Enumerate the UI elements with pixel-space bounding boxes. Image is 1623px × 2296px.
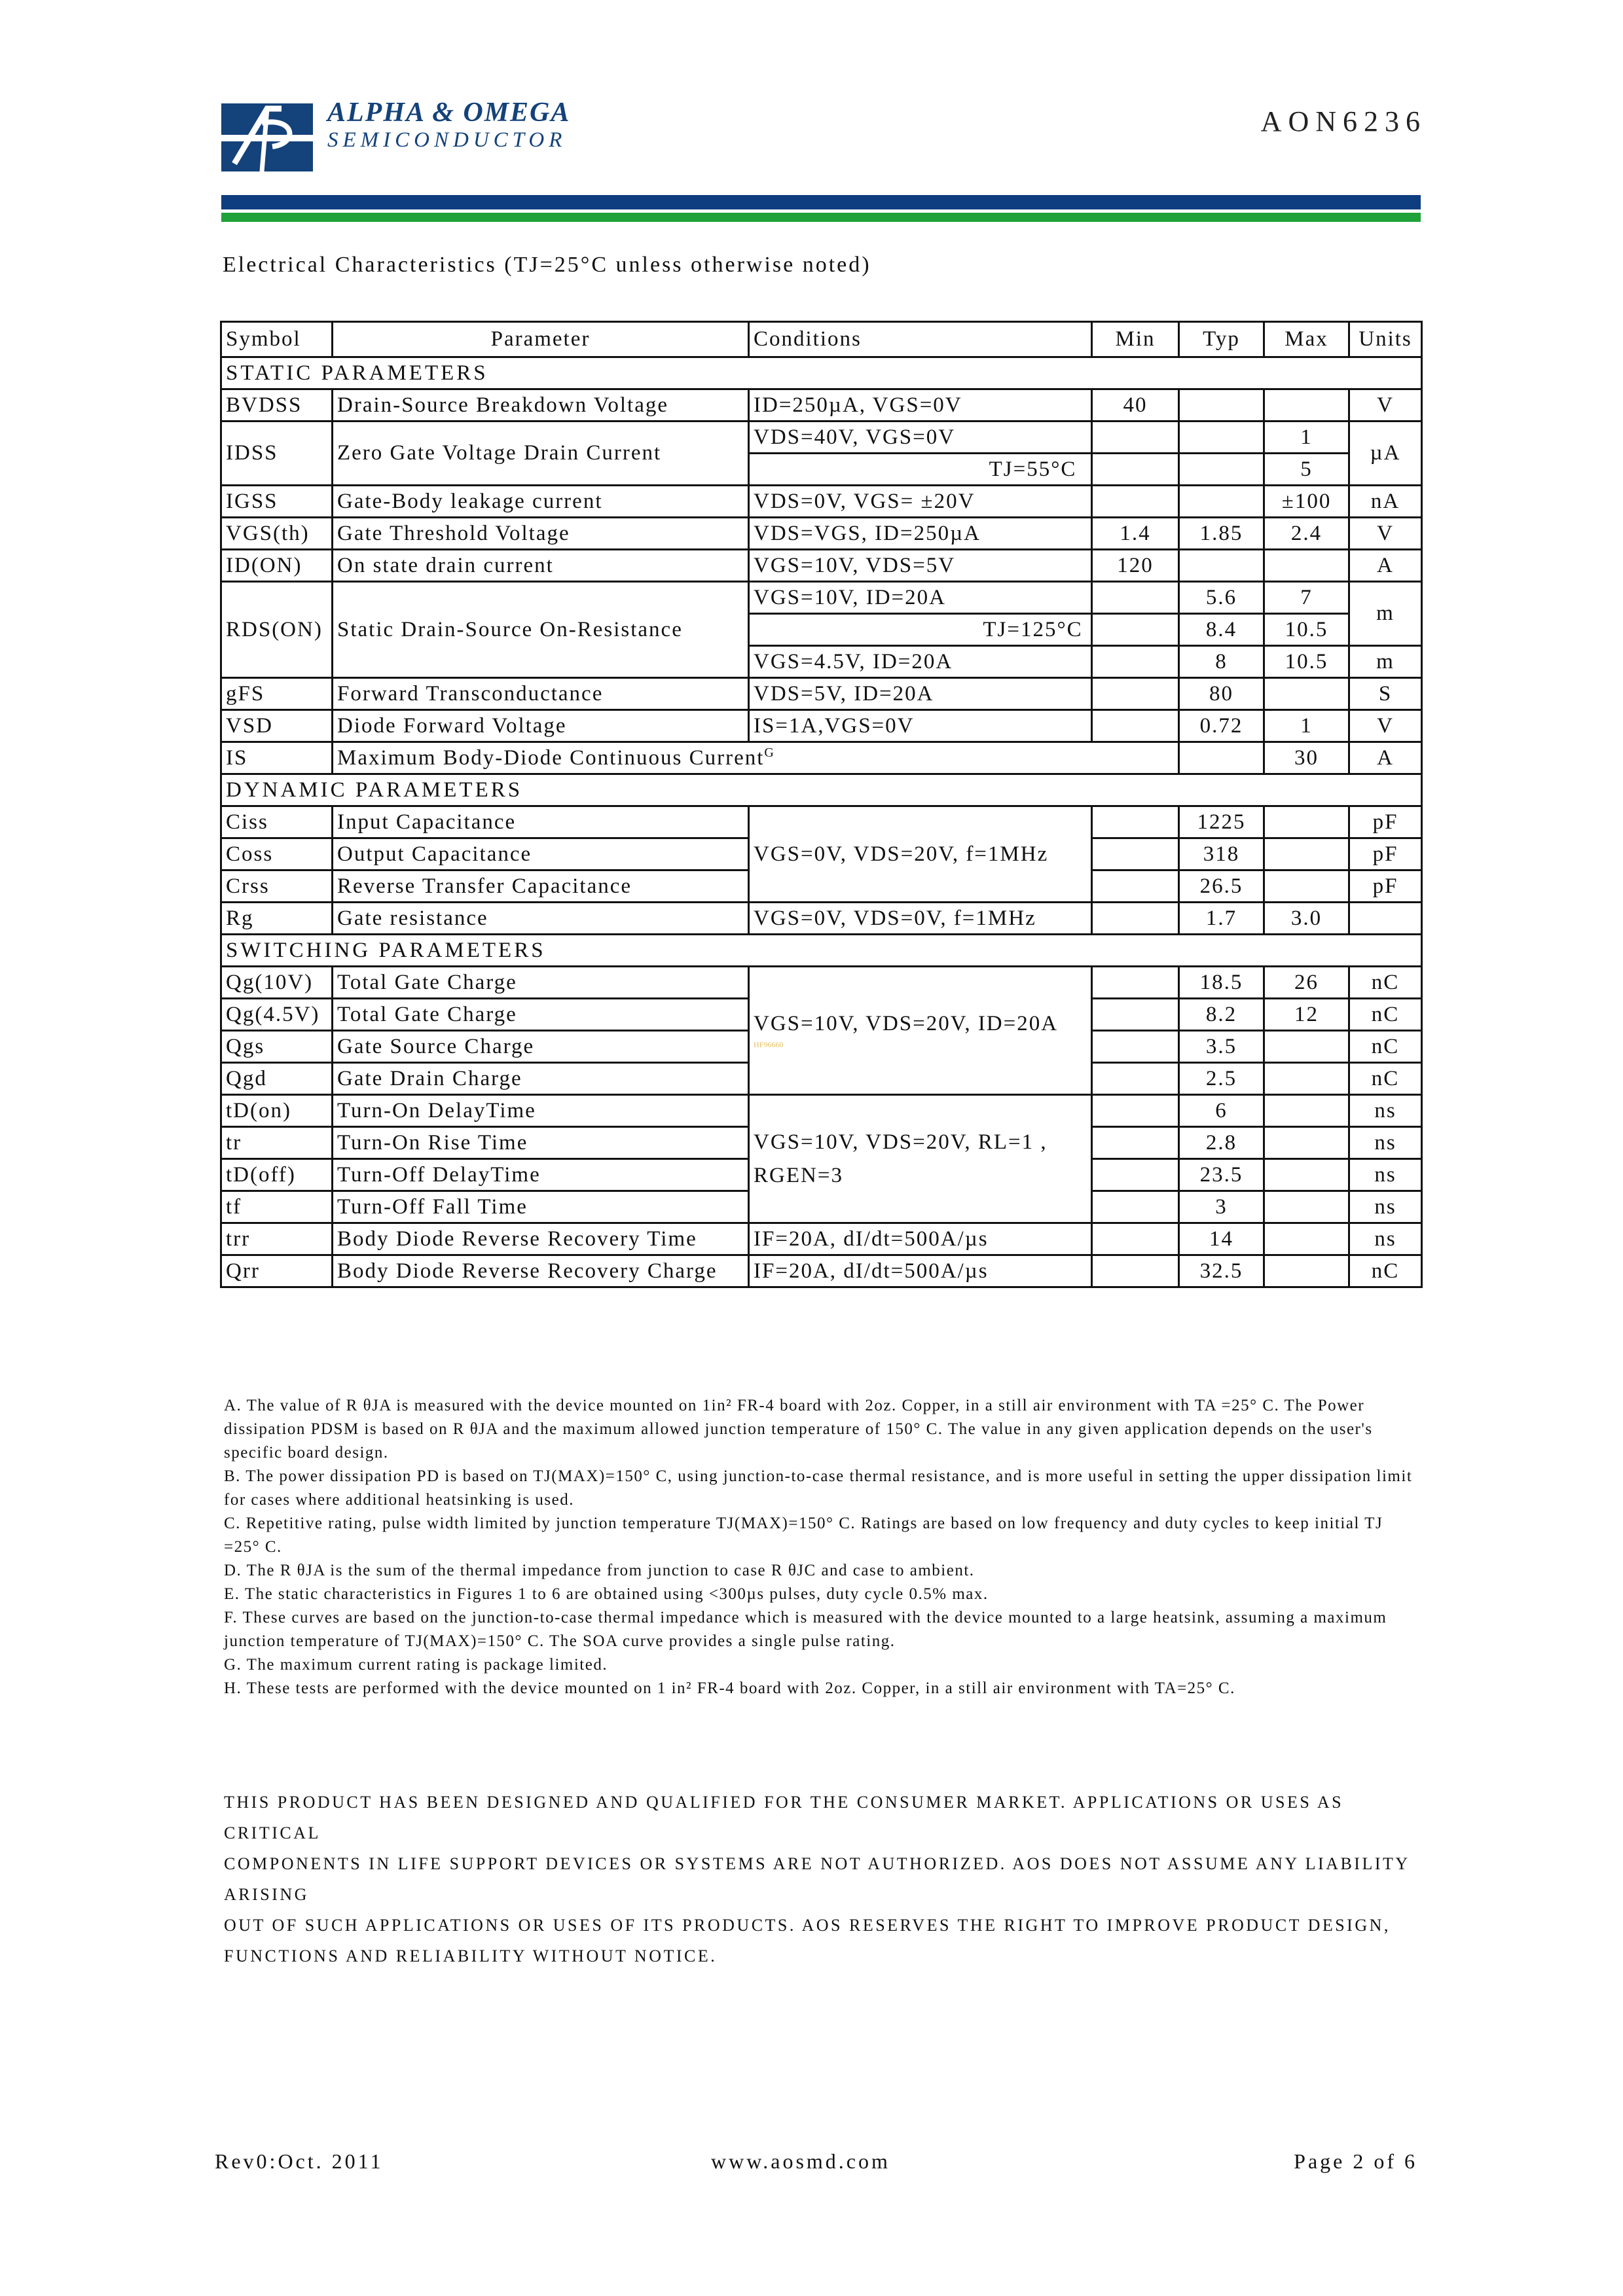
- typ-cell: 32.5: [1179, 1255, 1264, 1287]
- units-cell: m: [1349, 582, 1422, 646]
- header-typ: Typ: [1179, 322, 1264, 357]
- symbol-cell: Rg: [221, 903, 333, 935]
- symbol-cell: Crss: [221, 870, 333, 903]
- typ-cell: 6: [1179, 1095, 1264, 1127]
- min-cell: [1092, 999, 1179, 1031]
- section-title: Electrical Characteristics (TJ=25°C unless otherwise noted): [223, 253, 871, 277]
- symbol-cell: Ciss: [221, 806, 333, 838]
- max-cell: [1264, 1159, 1349, 1191]
- units-cell: V: [1349, 710, 1422, 742]
- website-link[interactable]: www.aosmd.com: [711, 2149, 890, 2173]
- max-cell: 7: [1264, 582, 1349, 614]
- max-cell: [1264, 838, 1349, 870]
- footnote-a: A. The value of R θJA is measured with the device mounted on 1in² FR-4 board with 2oz. Copper, in a still air environment with TA =25° C. The Power dissipation PDSM is based on R θJA and the maximum allowed junction temperature of 150° C. The value in any given application depends on the user's specific board design.: [224, 1397, 1373, 1462]
- min-cell: 120: [1092, 550, 1179, 582]
- units-cell: pF: [1349, 838, 1422, 870]
- units-cell: A: [1349, 550, 1422, 582]
- max-cell: 10.5: [1264, 646, 1349, 678]
- footnote-c: C. Repetitive rating, pulse width limited by junction temperature TJ(MAX)=150° C. Ratings are based on low frequency and duty cycles to keep initial TJ =25° C.: [224, 1515, 1383, 1556]
- max-cell: 1: [1264, 422, 1349, 454]
- header-symbol: Symbol: [221, 322, 333, 357]
- typ-cell: [1179, 454, 1264, 486]
- symbol-cell: IGSS: [221, 486, 333, 518]
- conditions-cell: ID=250µA, VGS=0V: [749, 389, 1092, 422]
- typ-cell: 23.5: [1179, 1159, 1264, 1191]
- min-cell: [1092, 903, 1179, 935]
- min-cell: 40: [1092, 389, 1179, 422]
- min-cell: [1092, 1191, 1179, 1223]
- symbol-cell: tD(on): [221, 1095, 333, 1127]
- min-cell: [1092, 1223, 1179, 1255]
- dynamic-parameters-heading: DYNAMIC PARAMETERS: [221, 774, 1422, 806]
- parameter-cell: [333, 742, 1092, 774]
- conditions-cell: VGS=4.5V, ID=20A: [749, 646, 1092, 678]
- parameter-cell: Turn-Off DelayTime: [333, 1159, 749, 1191]
- table-row: [221, 389, 1422, 422]
- symbol-cell: Qg(4.5V): [221, 999, 333, 1031]
- table-row: [221, 518, 1422, 550]
- typ-cell: 5.6: [1179, 582, 1264, 614]
- min-cell: [1092, 870, 1179, 903]
- min-cell: [1092, 422, 1179, 454]
- typ-cell: 318: [1179, 838, 1264, 870]
- min-cell: 1.4: [1092, 518, 1179, 550]
- min-cell: [1092, 742, 1179, 774]
- max-cell: [1264, 1031, 1349, 1063]
- units-cell: nC: [1349, 967, 1422, 999]
- company-name: ALPHA & OMEGA: [327, 98, 571, 128]
- parameter-cell: On state drain current: [333, 550, 749, 582]
- table-row: [221, 967, 1422, 999]
- symbol-cell: IDSS: [221, 422, 333, 486]
- units-cell: m: [1349, 646, 1422, 678]
- units-cell: ns: [1349, 1095, 1422, 1127]
- units-cell: ns: [1349, 1191, 1422, 1223]
- parameter-cell: Input Capacitance: [333, 806, 749, 838]
- table-row: [221, 1223, 1422, 1255]
- typ-cell: [1179, 742, 1264, 774]
- symbol-cell: VGS(th): [221, 518, 333, 550]
- max-cell: 12: [1264, 999, 1349, 1031]
- max-cell: [1264, 389, 1349, 422]
- static-parameters-heading: STATIC PARAMETERS: [221, 357, 1422, 389]
- conditions-cell: VDS=5V, ID=20A: [749, 678, 1092, 710]
- typ-cell: 1.7: [1179, 903, 1264, 935]
- units-cell: V: [1349, 389, 1422, 422]
- parameter-cell: Body Diode Reverse Recovery Charge: [333, 1255, 749, 1287]
- units-cell: ns: [1349, 1159, 1422, 1191]
- parameter-cell: Turn-Off Fall Time: [333, 1191, 749, 1223]
- units-cell: ns: [1349, 1127, 1422, 1159]
- parameter-cell: Turn-On DelayTime: [333, 1095, 749, 1127]
- min-cell: [1092, 454, 1179, 486]
- conditions-cell: VDS=40V, VGS=0V: [749, 422, 1092, 454]
- min-cell: [1092, 646, 1179, 678]
- symbol-cell: tf: [221, 1191, 333, 1223]
- max-cell: 30: [1264, 742, 1349, 774]
- charge-conditions-text: VGS=10V, VDS=20V, ID=20A: [754, 1011, 1059, 1035]
- header-min: Min: [1092, 322, 1179, 357]
- min-cell: [1092, 1095, 1179, 1127]
- conditions-cell: VGS=10V, ID=20A: [749, 582, 1092, 614]
- max-cell: 26: [1264, 967, 1349, 999]
- conditions-cell: IF=20A, dI/dt=500A/µs: [749, 1223, 1092, 1255]
- units-cell: S: [1349, 678, 1422, 710]
- units-cell: A: [1349, 742, 1422, 774]
- units-cell: V: [1349, 518, 1422, 550]
- typ-cell: 0.72: [1179, 710, 1264, 742]
- symbol-cell: Qrr: [221, 1255, 333, 1287]
- parameter-cell: Drain-Source Breakdown Voltage: [333, 389, 749, 422]
- conditions-cell: VGS=10V, VDS=5V: [749, 550, 1092, 582]
- min-cell: [1092, 678, 1179, 710]
- typ-cell: [1179, 389, 1264, 422]
- header-conditions: Conditions: [749, 322, 1092, 357]
- max-cell: 5: [1264, 454, 1349, 486]
- conditions-cell: [749, 614, 974, 646]
- parameter-cell: Zero Gate Voltage Drain Current: [333, 422, 749, 486]
- symbol-cell: tD(off): [221, 1159, 333, 1191]
- min-cell: [1092, 967, 1179, 999]
- units-cell: nC: [1349, 1031, 1422, 1063]
- section-row: [221, 357, 1422, 389]
- table-row: [221, 806, 1422, 838]
- conditions-cell: VDS=0V, VGS= ±20V: [749, 486, 1092, 518]
- typ-cell: 3.5: [1179, 1031, 1264, 1063]
- min-cell: [1092, 1159, 1179, 1191]
- min-cell: [1092, 806, 1179, 838]
- conditions-cell: [749, 1095, 1092, 1223]
- footnote-f: F. These curves are based on the junction-to-case thermal impedance which is measured with the device mounted to a large heatsink, assuming a maximum junction temperature of TJ(MAX)=150° C. The SOA curve provides a single pulse rating.: [224, 1609, 1387, 1650]
- footnote-marker: G: [764, 745, 775, 760]
- typ-cell: 18.5: [1179, 967, 1264, 999]
- symbol-cell: gFS: [221, 678, 333, 710]
- parameter-cell: Turn-On Rise Time: [333, 1127, 749, 1159]
- parameter-cell: Output Capacitance: [333, 838, 749, 870]
- max-cell: 10.5: [1264, 614, 1349, 646]
- parameter-cell: Gate Threshold Voltage: [333, 518, 749, 550]
- footnote-b: B. The power dissipation PD is based on TJ(MAX)=150° C, using junction-to-case thermal resistance, and is more useful in setting the upper dissipation limit for cases where additional heatsinking is used.: [224, 1467, 1413, 1509]
- table-row: [221, 1095, 1422, 1127]
- parameter-cell: Diode Forward Voltage: [333, 710, 749, 742]
- header-parameter: Parameter: [333, 322, 749, 357]
- max-cell: [1264, 870, 1349, 903]
- typ-cell: 8.2: [1179, 999, 1264, 1031]
- table-row: [221, 486, 1422, 518]
- disclaimer: [224, 1787, 1415, 1971]
- max-cell: [1264, 806, 1349, 838]
- symbol-cell: Coss: [221, 838, 333, 870]
- table-row: [221, 422, 1422, 454]
- min-cell: [1092, 710, 1179, 742]
- units-cell: ns: [1349, 1223, 1422, 1255]
- symbol-cell: tr: [221, 1127, 333, 1159]
- min-cell: [1092, 582, 1179, 614]
- symbol-cell: VSD: [221, 710, 333, 742]
- footnote-e: E. The static characteristics in Figures 1 to 6 are obtained using <300µs pulses, duty cycle 0.5% max.: [224, 1585, 989, 1603]
- max-cell: [1264, 1127, 1349, 1159]
- parameter-cell: Body Diode Reverse Recovery Time: [333, 1223, 749, 1255]
- table-header-row: [221, 322, 1422, 357]
- units-cell: [1349, 903, 1422, 935]
- typ-cell: [1179, 422, 1264, 454]
- revision-label: Rev0:Oct. 2011: [215, 2149, 384, 2173]
- symbol-cell: Qgd: [221, 1063, 333, 1095]
- units-cell: nC: [1349, 1255, 1422, 1287]
- conditions-cell: IS=1A,VGS=0V: [749, 710, 1092, 742]
- typ-cell: 1.85: [1179, 518, 1264, 550]
- company-logo-icon: [221, 103, 313, 171]
- max-cell: 2.4: [1264, 518, 1349, 550]
- max-cell: 1: [1264, 710, 1349, 742]
- typ-cell: 3: [1179, 1191, 1264, 1223]
- company-subname: SEMICONDUCTOR: [327, 128, 567, 152]
- min-cell: [1092, 1127, 1179, 1159]
- symbol-cell: Qgs: [221, 1031, 333, 1063]
- section-row: [221, 774, 1422, 806]
- switching-parameters-heading: SWITCHING PARAMETERS: [221, 935, 1422, 967]
- units-cell: pF: [1349, 806, 1422, 838]
- alpha-omega-logo-icon: [221, 103, 313, 171]
- typ-cell: 2.5: [1179, 1063, 1264, 1095]
- header-units: Units: [1349, 322, 1422, 357]
- disclaimer-line: FUNCTIONS AND RELIABILITY WITHOUT NOTICE.: [224, 1946, 718, 1965]
- min-cell: [1092, 1255, 1179, 1287]
- units-cell: nA: [1349, 486, 1422, 518]
- conditions-cell: [749, 967, 1092, 1095]
- max-cell: [1264, 1063, 1349, 1095]
- min-cell: [1092, 614, 1179, 646]
- units-cell: µA: [1349, 422, 1422, 486]
- conditions-cell: IF=20A, dI/dt=500A/µs: [749, 1255, 1092, 1287]
- min-cell: [1092, 1031, 1179, 1063]
- header-max: Max: [1264, 322, 1349, 357]
- footnote-d: D. The R θJA is the sum of the thermal impedance from junction to case R θJC and case to ambient.: [224, 1562, 975, 1579]
- footnote-h: H. These tests are performed with the device mounted on 1 in² FR-4 board with 2oz. Copper, in a still air environment with TA=25° C.: [224, 1679, 1235, 1697]
- max-cell: [1264, 678, 1349, 710]
- typ-cell: 80: [1179, 678, 1264, 710]
- units-cell: pF: [1349, 870, 1422, 903]
- conditions-cell: VGS=0V, VDS=0V, f=1MHz: [749, 903, 1092, 935]
- symbol-cell: Qg(10V): [221, 967, 333, 999]
- parameter-cell: Forward Transconductance: [333, 678, 749, 710]
- footnotes: [224, 1394, 1415, 1700]
- table-row: [221, 678, 1422, 710]
- typ-cell: 8.4: [1179, 614, 1264, 646]
- table-row: [221, 1255, 1422, 1287]
- typ-cell: [1179, 550, 1264, 582]
- table-row: [221, 550, 1422, 582]
- parameter-text: Maximum Body-Diode Continuous Current: [337, 746, 765, 770]
- max-cell: [1264, 1255, 1349, 1287]
- symbol-cell: BVDSS: [221, 389, 333, 422]
- typ-cell: 14: [1179, 1223, 1264, 1255]
- max-cell: [1264, 1223, 1349, 1255]
- symbol-cell: IS: [221, 742, 333, 774]
- typ-cell: 8: [1179, 646, 1264, 678]
- max-cell: [1264, 1191, 1349, 1223]
- electrical-characteristics-table: [220, 321, 1423, 1288]
- header-band-green: [221, 213, 1421, 222]
- page-number: Page 2 of 6: [1294, 2149, 1417, 2173]
- min-cell: [1092, 486, 1179, 518]
- max-cell: ±100: [1264, 486, 1349, 518]
- units-cell: nC: [1349, 1063, 1422, 1095]
- conditions-temp-cell: TJ=55°C: [974, 454, 1092, 486]
- table-row: [221, 903, 1422, 935]
- footnote-g: G. The maximum current rating is package limited.: [224, 1656, 608, 1674]
- part-number: AON6236: [1260, 105, 1427, 137]
- min-cell: [1092, 1063, 1179, 1095]
- max-cell: [1264, 550, 1349, 582]
- conditions-cell: VDS=VGS, ID=250µA: [749, 518, 1092, 550]
- parameter-cell: Total Gate Charge: [333, 999, 749, 1031]
- table-row: [221, 582, 1422, 614]
- units-cell: nC: [1349, 999, 1422, 1031]
- min-cell: [1092, 838, 1179, 870]
- disclaimer-line: COMPONENTS IN LIFE SUPPORT DEVICES OR SYSTEMS ARE NOT AUTHORIZED. AOS DOES NOT ASSUME ANY LIABILITY ARISING: [224, 1854, 1410, 1904]
- max-cell: [1264, 1095, 1349, 1127]
- typ-cell: 1225: [1179, 806, 1264, 838]
- parameter-cell: Static Drain-Source On-Resistance: [333, 582, 749, 678]
- parameter-cell: Gate-Body leakage current: [333, 486, 749, 518]
- parameter-cell: Total Gate Charge: [333, 967, 749, 999]
- parameter-cell: Gate Source Charge: [333, 1031, 749, 1063]
- max-cell: 3.0: [1264, 903, 1349, 935]
- table-row: [221, 742, 1422, 774]
- section-row: [221, 935, 1422, 967]
- symbol-cell: ID(ON): [221, 550, 333, 582]
- typ-cell: 2.8: [1179, 1127, 1264, 1159]
- disclaimer-line: THIS PRODUCT HAS BEEN DESIGNED AND QUALIFIED FOR THE CONSUMER MARKET. APPLICATIONS OR USES AS CRITICAL: [224, 1793, 1344, 1842]
- disclaimer-line: OUT OF SUCH APPLICATIONS OR USES OF ITS PRODUCTS. AOS RESERVES THE RIGHT TO IMPROVE PRODUCT DESIGN,: [224, 1916, 1391, 1935]
- switch-conditions-line1: VGS=10V, VDS=20V, RL=1 ,: [754, 1130, 1048, 1154]
- parameter-cell: Gate resistance: [333, 903, 749, 935]
- symbol-cell: RDS(ON): [221, 582, 333, 678]
- charge-conditions-mark: HF96660: [754, 1039, 784, 1049]
- typ-cell: [1179, 486, 1264, 518]
- conditions-cell: VGS=0V, VDS=20V, f=1MHz: [749, 806, 1092, 903]
- switch-conditions-line2: RGEN=3: [754, 1163, 843, 1187]
- header-band-blue: [221, 195, 1421, 209]
- parameter-cell: Gate Drain Charge: [333, 1063, 749, 1095]
- table-row: [221, 710, 1422, 742]
- conditions-cell: [749, 454, 974, 486]
- symbol-cell: trr: [221, 1223, 333, 1255]
- conditions-temp-cell: TJ=125°C: [974, 614, 1092, 646]
- typ-cell: 26.5: [1179, 870, 1264, 903]
- parameter-cell: Reverse Transfer Capacitance: [333, 870, 749, 903]
